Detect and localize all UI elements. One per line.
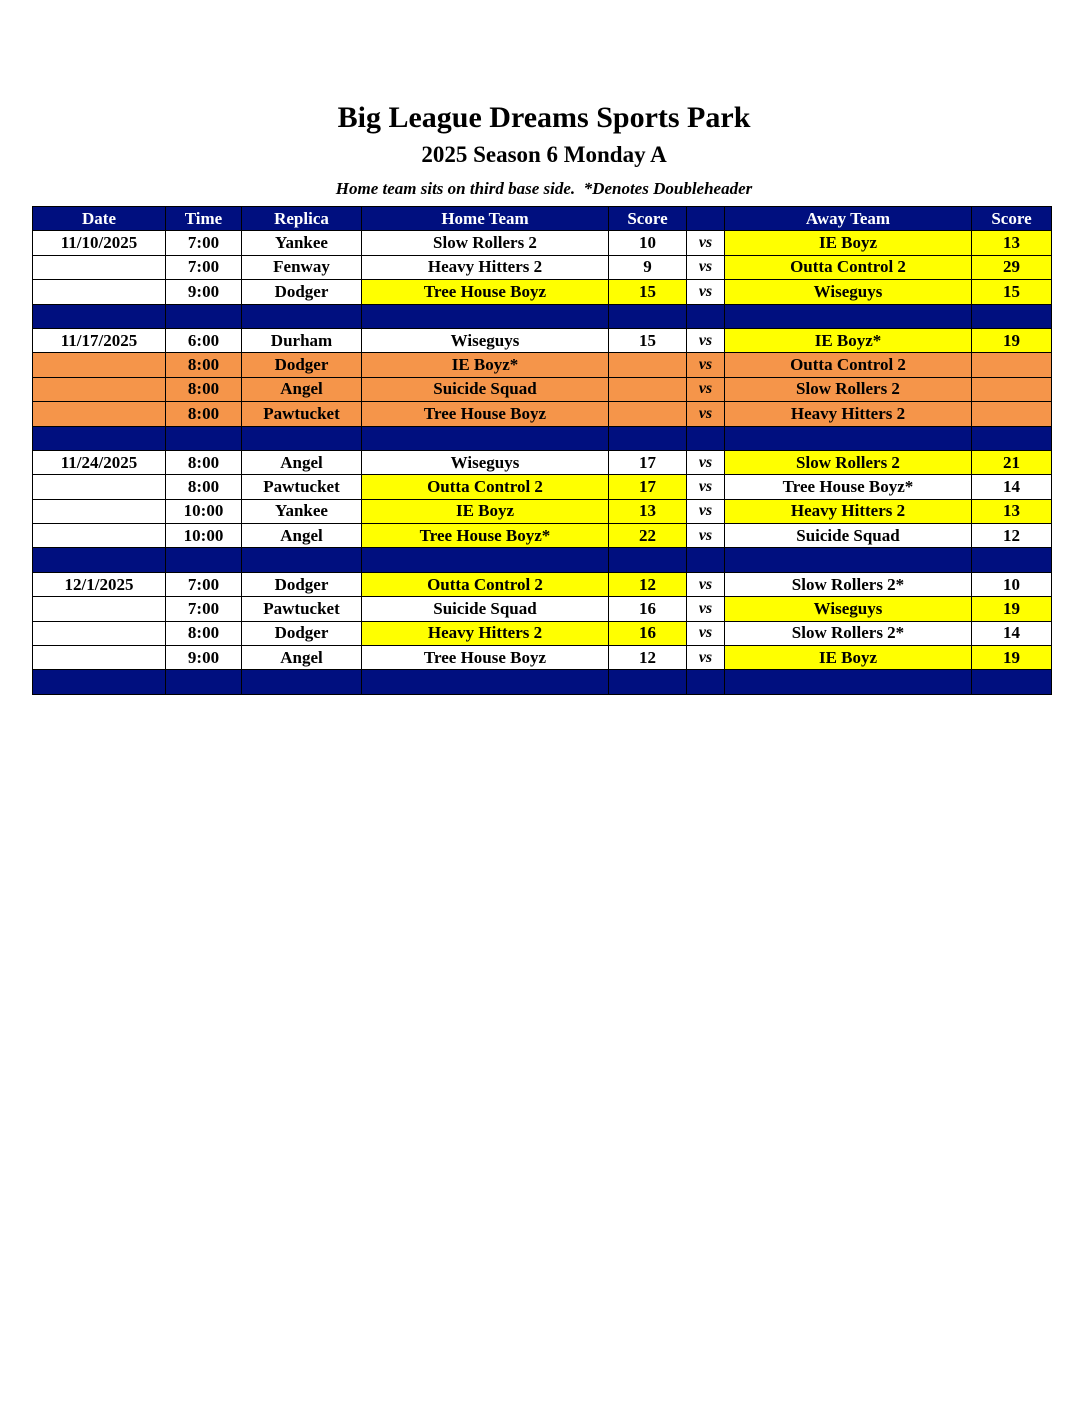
home-team: Wiseguys <box>362 450 609 474</box>
field-replica: Fenway <box>242 255 362 279</box>
game-row <box>33 280 1052 304</box>
column-header-time: Time <box>166 207 242 231</box>
home-team: Heavy Hitters 2 <box>362 255 609 279</box>
home-team: Outta Control 2 <box>362 475 609 499</box>
field-replica: Pawtucket <box>242 475 362 499</box>
separator-cell <box>33 304 166 328</box>
away-score: 29 <box>972 255 1052 279</box>
away-score: 13 <box>972 499 1052 523</box>
field-replica: Dodger <box>242 353 362 377</box>
away-score: 13 <box>972 231 1052 255</box>
game-time: 8:00 <box>166 475 242 499</box>
separator-cell <box>166 670 242 694</box>
home-team: Tree House Boyz <box>362 646 609 670</box>
game-date <box>33 377 166 401</box>
away-team: Wiseguys <box>725 280 972 304</box>
game-time: 7:00 <box>166 597 242 621</box>
page-title: Big League Dreams Sports Park <box>337 101 751 134</box>
away-team: Slow Rollers 2 <box>725 450 972 474</box>
away-team: Wiseguys <box>725 597 972 621</box>
vs-label: vs <box>687 280 725 304</box>
field-replica: Yankee <box>242 231 362 255</box>
field-replica: Angel <box>242 524 362 548</box>
separator-cell <box>972 670 1052 694</box>
vs-label: vs <box>687 377 725 401</box>
game-date: 11/10/2025 <box>33 231 166 255</box>
field-replica: Yankee <box>242 499 362 523</box>
away-score <box>972 402 1052 426</box>
game-date <box>33 646 166 670</box>
field-replica: Angel <box>242 646 362 670</box>
game-row <box>33 353 1052 377</box>
separator-cell <box>687 670 725 694</box>
column-header-replica: Replica <box>242 207 362 231</box>
column-header-away-score: Score <box>972 207 1052 231</box>
away-score: 12 <box>972 524 1052 548</box>
away-team: Tree House Boyz* <box>725 475 972 499</box>
away-score: 19 <box>972 646 1052 670</box>
separator-row <box>33 304 1052 328</box>
game-time: 10:00 <box>166 499 242 523</box>
game-date <box>33 280 166 304</box>
separator-cell <box>725 304 972 328</box>
field-replica: Pawtucket <box>242 402 362 426</box>
schedule-table <box>32 206 1052 695</box>
home-team: IE Boyz <box>362 499 609 523</box>
vs-label: vs <box>687 255 725 279</box>
home-team: Heavy Hitters 2 <box>362 621 609 645</box>
home-score: 9 <box>609 255 687 279</box>
home-score: 16 <box>609 597 687 621</box>
away-team: IE Boyz* <box>725 328 972 352</box>
home-score: 17 <box>609 475 687 499</box>
away-team: Heavy Hitters 2 <box>725 499 972 523</box>
vs-label: vs <box>687 231 725 255</box>
game-time: 8:00 <box>166 377 242 401</box>
game-row <box>33 255 1052 279</box>
home-score: 16 <box>609 621 687 645</box>
home-score <box>609 353 687 377</box>
game-date: 12/1/2025 <box>33 572 166 596</box>
separator-cell <box>166 304 242 328</box>
separator-cell <box>33 548 166 572</box>
game-date <box>33 353 166 377</box>
game-row <box>33 499 1052 523</box>
vs-label: vs <box>687 475 725 499</box>
column-header-date: Date <box>33 207 166 231</box>
game-date <box>33 499 166 523</box>
separator-cell <box>362 670 609 694</box>
away-team: Slow Rollers 2* <box>725 572 972 596</box>
away-score: 14 <box>972 621 1052 645</box>
vs-label: vs <box>687 597 725 621</box>
away-score: 15 <box>972 280 1052 304</box>
home-team: Slow Rollers 2 <box>362 231 609 255</box>
game-row <box>33 572 1052 596</box>
game-row <box>33 524 1052 548</box>
separator-row <box>33 548 1052 572</box>
separator-cell <box>972 426 1052 450</box>
home-team: Suicide Squad <box>362 597 609 621</box>
game-date: 11/17/2025 <box>33 328 166 352</box>
field-replica: Durham <box>242 328 362 352</box>
column-header-home-team: Home Team <box>362 207 609 231</box>
separator-cell <box>242 304 362 328</box>
separator-cell <box>242 670 362 694</box>
game-time: 8:00 <box>166 402 242 426</box>
away-team: Suicide Squad <box>725 524 972 548</box>
field-replica: Dodger <box>242 621 362 645</box>
game-row <box>33 231 1052 255</box>
separator-cell <box>725 670 972 694</box>
away-score: 19 <box>972 597 1052 621</box>
game-date <box>33 621 166 645</box>
game-row <box>33 377 1052 401</box>
vs-label: vs <box>687 353 725 377</box>
away-team: Slow Rollers 2 <box>725 377 972 401</box>
game-date <box>33 475 166 499</box>
separator-cell <box>166 548 242 572</box>
game-time: 7:00 <box>166 231 242 255</box>
game-time: 8:00 <box>166 450 242 474</box>
vs-label: vs <box>687 646 725 670</box>
home-score: 10 <box>609 231 687 255</box>
game-date <box>33 255 166 279</box>
game-time: 10:00 <box>166 524 242 548</box>
separator-row <box>33 426 1052 450</box>
home-score: 12 <box>609 572 687 596</box>
home-score <box>609 377 687 401</box>
separator-cell <box>33 670 166 694</box>
separator-cell <box>362 548 609 572</box>
game-row <box>33 402 1052 426</box>
separator-cell <box>242 548 362 572</box>
home-team: Tree House Boyz <box>362 402 609 426</box>
away-team: Outta Control 2 <box>725 255 972 279</box>
column-header-vs <box>687 207 725 231</box>
separator-cell <box>725 426 972 450</box>
home-score: 15 <box>609 280 687 304</box>
away-team: IE Boyz <box>725 646 972 670</box>
vs-label: vs <box>687 450 725 474</box>
home-score <box>609 402 687 426</box>
game-row <box>33 450 1052 474</box>
header-row <box>33 207 1052 231</box>
away-score: 10 <box>972 572 1052 596</box>
away-team: Slow Rollers 2* <box>725 621 972 645</box>
home-score: 15 <box>609 328 687 352</box>
away-team: Outta Control 2 <box>725 353 972 377</box>
game-date <box>33 597 166 621</box>
vs-label: vs <box>687 524 725 548</box>
game-row <box>33 646 1052 670</box>
field-replica: Dodger <box>242 572 362 596</box>
separator-cell <box>362 304 609 328</box>
separator-cell <box>362 426 609 450</box>
page-subtitle: 2025 Season 6 Monday A <box>421 142 667 167</box>
column-header-home-score: Score <box>609 207 687 231</box>
separator-cell <box>972 304 1052 328</box>
vs-label: vs <box>687 572 725 596</box>
field-replica: Angel <box>242 377 362 401</box>
away-team: IE Boyz <box>725 231 972 255</box>
separator-row <box>33 670 1052 694</box>
home-team: Tree House Boyz* <box>362 524 609 548</box>
vs-label: vs <box>687 499 725 523</box>
separator-cell <box>609 548 687 572</box>
vs-label: vs <box>687 402 725 426</box>
game-date <box>33 402 166 426</box>
home-team: Outta Control 2 <box>362 572 609 596</box>
game-time: 7:00 <box>166 255 242 279</box>
away-score: 19 <box>972 328 1052 352</box>
separator-cell <box>166 426 242 450</box>
separator-cell <box>687 548 725 572</box>
home-score: 22 <box>609 524 687 548</box>
separator-cell <box>609 304 687 328</box>
field-replica: Pawtucket <box>242 597 362 621</box>
home-team: Suicide Squad <box>362 377 609 401</box>
game-time: 8:00 <box>166 353 242 377</box>
home-team: Tree House Boyz <box>362 280 609 304</box>
game-row <box>33 597 1052 621</box>
vs-label: vs <box>687 621 725 645</box>
game-time: 9:00 <box>166 646 242 670</box>
separator-cell <box>725 548 972 572</box>
away-team: Heavy Hitters 2 <box>725 402 972 426</box>
game-time: 8:00 <box>166 621 242 645</box>
separator-cell <box>687 426 725 450</box>
game-time: 6:00 <box>166 328 242 352</box>
column-header-away-team: Away Team <box>725 207 972 231</box>
field-replica: Dodger <box>242 280 362 304</box>
separator-cell <box>609 426 687 450</box>
game-time: 9:00 <box>166 280 242 304</box>
schedule-body <box>33 231 1052 694</box>
away-score <box>972 377 1052 401</box>
game-row <box>33 328 1052 352</box>
home-team: IE Boyz* <box>362 353 609 377</box>
away-score <box>972 353 1052 377</box>
game-row <box>33 621 1052 645</box>
away-score: 14 <box>972 475 1052 499</box>
separator-cell <box>687 304 725 328</box>
game-row <box>33 475 1052 499</box>
away-score: 21 <box>972 450 1052 474</box>
separator-cell <box>972 548 1052 572</box>
field-replica: Angel <box>242 450 362 474</box>
home-team: Wiseguys <box>362 328 609 352</box>
game-time: 7:00 <box>166 572 242 596</box>
game-date: 11/24/2025 <box>33 450 166 474</box>
home-score: 12 <box>609 646 687 670</box>
separator-cell <box>33 426 166 450</box>
game-date <box>33 524 166 548</box>
separator-cell <box>242 426 362 450</box>
vs-label: vs <box>687 328 725 352</box>
separator-cell <box>609 670 687 694</box>
home-score: 13 <box>609 499 687 523</box>
home-score: 17 <box>609 450 687 474</box>
doubleheader-note: Home team sits on third base side. *Denotes Doubleheader <box>335 179 753 198</box>
